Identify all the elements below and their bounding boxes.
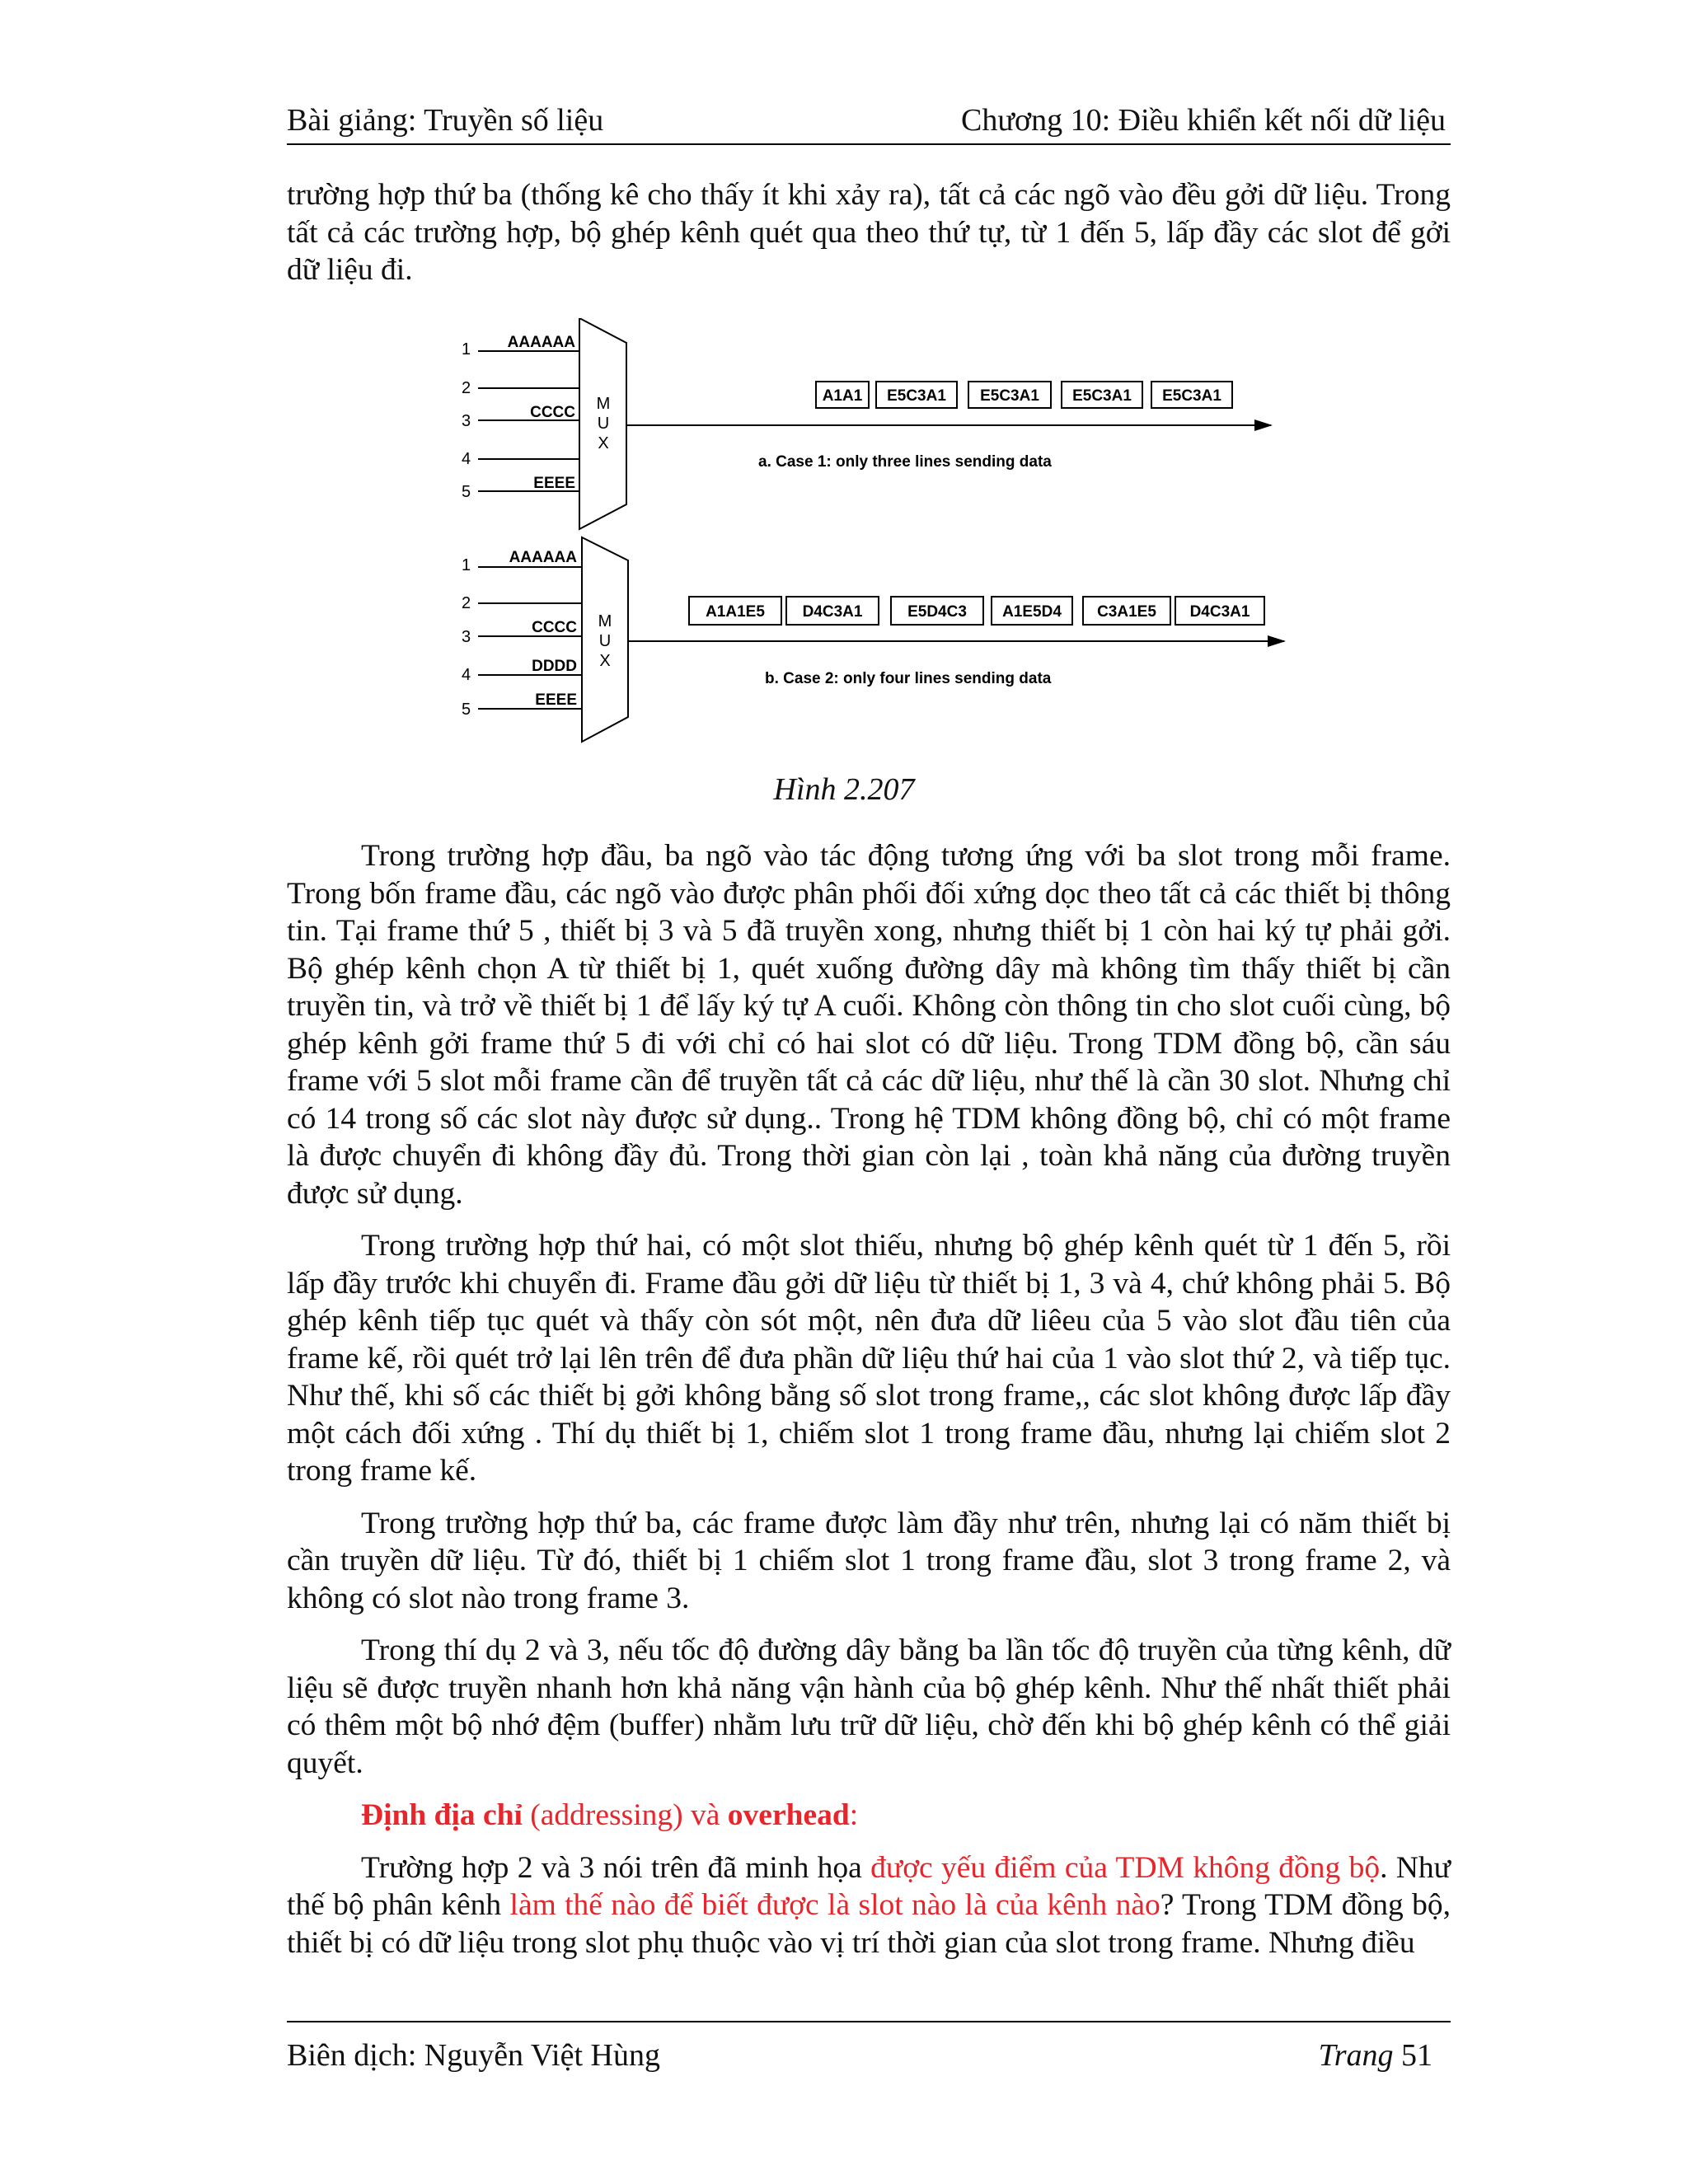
case1-caption: a. Case 1: only three lines sending data xyxy=(758,453,1052,471)
mux-diagram xyxy=(452,318,1292,780)
highlight-weakness: được yếu điểm của TDM không đồng bộ xyxy=(870,1850,1381,1885)
footer-page-label: Trang xyxy=(1318,2038,1394,2073)
case1-line-1: 1 xyxy=(462,340,471,359)
case1-line-4: 4 xyxy=(462,450,471,468)
case2-frame-1: A1A1E5 xyxy=(706,603,765,621)
mux-figure xyxy=(452,318,1292,780)
paragraph-case3: Trong trường hợp thứ ba, các frame được làm đầy như trên, nhưng lại có năm thiết bị cần truyền dữ liệu. Từ đó, thiết bị 1 chiếm slot 1 trong frame đầu, slot 3 trong frame 2, và không có slot nào trong frame 3. xyxy=(287,1506,1451,1615)
heading-term-overhead: overhead xyxy=(727,1798,850,1832)
case2-group xyxy=(462,537,1284,742)
case2-input-d: DDDD xyxy=(532,658,577,675)
case1-line-5: 5 xyxy=(462,483,471,501)
case2-input-e: EEEE xyxy=(535,691,577,709)
case1-line-3: 3 xyxy=(462,412,471,430)
case2-frame-2: D4C3A1 xyxy=(802,603,863,621)
footer-page-value: 51 xyxy=(1393,2038,1432,2073)
case2-line-4: 4 xyxy=(462,666,471,684)
case1-frame-1: A1A1 xyxy=(822,387,863,405)
case2-line-1: 1 xyxy=(462,556,471,574)
highlight-question: làm thế nào để biết được là slot nào là của kênh nào xyxy=(509,1888,1160,1922)
case1-input-a: AAAAAA xyxy=(507,334,575,351)
body-main xyxy=(287,837,1451,1961)
paragraph-buffer: Trong thí dụ 2 và 3, nếu tốc độ đường dây bằng ba lần tốc độ truyền của từng kênh, dữ liệu sẽ được truyền nhanh hơn khả năng vận hành của bộ ghép kênh. Như thế nhất thiết phải có thêm một bộ nhớ đệm (buffer) nhằm lưu trữ dữ liệu, chờ đến khi bộ ghép kênh có thể giải quyết. xyxy=(287,1633,1451,1780)
case2-frame-6: D4C3A1 xyxy=(1189,603,1250,621)
case2-mux-x: X xyxy=(599,652,611,670)
case2-line-5: 5 xyxy=(462,701,471,719)
paragraph-addressing-part2: . Như thế bộ phân kênh xyxy=(287,1850,1451,1922)
page-header xyxy=(287,97,1451,145)
case1-input-c: CCCC xyxy=(530,404,575,421)
case2-caption: b. Case 2: only four lines sending data xyxy=(765,670,1052,687)
intro-paragraph: trường hợp thứ ba (thống kê cho thấy ít khi xảy ra), tất cả các ngõ vào đều gởi dữ liệu. Trong tất cả các trường hợp, bộ ghép kênh quét qua theo thứ tự, từ 1 đến 5, lấp đầy các slot để gởi dữ liệu đi. xyxy=(287,178,1451,287)
case1-group xyxy=(462,318,1271,529)
header-chapter-title: Chương 10: Điều khiển kết nối dữ liệu xyxy=(961,103,1446,138)
case2-mux-m: M xyxy=(598,612,612,630)
case2-line-2: 2 xyxy=(462,594,471,612)
case2-input-a: AAAAAA xyxy=(509,549,577,566)
page-footer xyxy=(287,2021,1451,2080)
paragraph-case1: Trong trường hợp đầu, ba ngõ vào tác động tương ứng với ba slot trong mỗi frame. Trong bốn frame đầu, các ngõ vào được phân phối đối xứng dọc theo tất cả các thiết bị thông tin. Tại frame thứ 5 , thiết bị 3 và 5 đã truyền xong, nhưng thiết bị 1 còn hai ký tự phải gởi. Bộ ghép kênh chọn A từ thiết bị 1, quét xuống đường dây mà không tìm thấy thiết bị cần truyền tin, và trở về thiết bị 1 để lấy ký tự A cuối. Không còn thông tin cho slot cuối cùng, bộ ghép kênh gởi frame thứ 5 đi với chỉ có hai slot có dữ liệu. Trong TDM đồng bộ, cần sáu frame với 5 slot mỗi frame cần để truyền tất cả các dữ liệu, như thế là cần 30 slot. Nhưng chỉ có 14 trong số các slot này được sử dụng.. Trong hệ TDM không đồng bộ, chỉ có một frame là được chuyển đi không đầy đủ. Trong thời gian còn lại , toàn khả năng của đường truyền được sử dụng. xyxy=(287,839,1451,1211)
paragraph-addressing xyxy=(287,1849,1451,1962)
case1-frame-3: E5C3A1 xyxy=(980,387,1039,405)
footer-translator: Biên dịch: Nguyễn Việt Hùng xyxy=(287,2038,660,2073)
case1-mux-m: M xyxy=(596,395,611,413)
footer-page-number xyxy=(1319,2037,1432,2074)
heading-mid: (addressing) và xyxy=(522,1798,728,1832)
header-course-title: Bài giảng: Truyền số liệu xyxy=(287,103,604,138)
case2-mux-u: U xyxy=(598,632,612,650)
case1-frame-2: E5C3A1 xyxy=(887,387,946,405)
case1-frame-4: E5C3A1 xyxy=(1072,387,1132,405)
case2-frame-4: A1E5D4 xyxy=(1002,603,1062,621)
case1-frame-5: E5C3A1 xyxy=(1162,387,1221,405)
heading-term-addressing: Định địa chỉ xyxy=(361,1798,523,1832)
case1-line-2: 2 xyxy=(462,379,471,397)
body-top xyxy=(287,176,1451,289)
case2-line-3: 3 xyxy=(462,628,471,646)
case1-input-e: EEEE xyxy=(533,475,575,492)
paragraph-addressing-part3: ? Trong TDM đồng bộ, thiết bị có dữ liệu trong slot phụ thuộc vào vị trí thời gian của slot trong frame. Nhưng điều xyxy=(287,1888,1451,1960)
case2-frame-3: E5D4C3 xyxy=(907,603,967,621)
heading-colon: : xyxy=(849,1798,859,1832)
case1-mux-u: U xyxy=(597,415,610,433)
section-heading-addressing xyxy=(287,1797,1451,1835)
paragraph-case2: Trong trường hợp thứ hai, có một slot thiếu, nhưng bộ ghép kênh quét từ 1 đến 5, rồi lấp đầy trước khi chuyển đi. Frame đầu gởi dữ liệu từ thiết bị 1, 3 và 4, chứ không phải 5. Bộ ghép kênh tiếp tục quét và thấy còn sót một, nên đưa dữ liêeu của 5 vào slot đầu tiên của frame kế, rồi quét trở lại lên trên để đưa phần dữ liệu thứ hai của 1 vào slot thứ 2, và tiếp tục. Như thế, khi số các thiết bị gởi không bằng số slot trong frame,, các slot không được lấp đầy một cách đối xứng . Thí dụ thiết bị 1, chiếm slot 1 trong frame đầu, nhưng lại chiếm slot 2 trong frame kế. xyxy=(287,1229,1451,1488)
case2-frame-5: C3A1E5 xyxy=(1097,603,1156,621)
figure-caption: Hình 2.207 xyxy=(773,772,915,807)
case1-mux-x: X xyxy=(598,434,609,452)
paragraph-addressing-part1: Trường hợp 2 và 3 nói trên đã minh họa xyxy=(361,1850,871,1885)
case2-input-c: CCCC xyxy=(532,619,577,636)
